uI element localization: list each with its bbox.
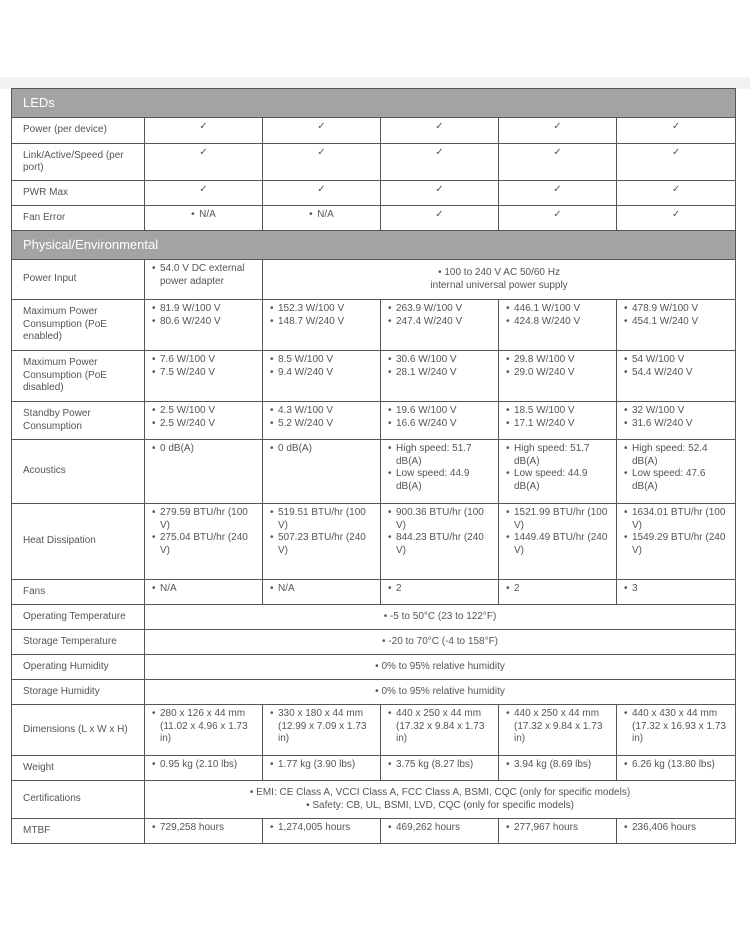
merged-cell-text: 0% to 95% relative humidity bbox=[381, 660, 505, 672]
bullet-item: • 1549.29 BTU/hr (240 V) bbox=[624, 532, 728, 557]
table-cell bbox=[381, 504, 499, 580]
table-cell bbox=[499, 580, 617, 605]
table-cell bbox=[617, 819, 736, 844]
bullet-glyph: • bbox=[438, 267, 445, 278]
table-cell bbox=[381, 705, 499, 756]
check-icon: ✓ bbox=[199, 184, 208, 195]
table-cell bbox=[145, 118, 263, 144]
bullet-item: • 148.7 W/240 V bbox=[270, 316, 373, 329]
bullet-item: • 844.23 BTU/hr (240 V) bbox=[388, 532, 491, 557]
row-label: Storage Humidity bbox=[12, 680, 145, 705]
bullet-item: • 1521.99 BTU/hr (100 V) bbox=[506, 507, 609, 532]
bullet-item: • 28.1 W/240 V bbox=[388, 367, 491, 380]
table-cell bbox=[381, 206, 499, 231]
bullet-item: • 440 x 250 x 44 mm (17.32 x 9.84 x 1.73 in) bbox=[506, 708, 609, 746]
bullet-item: • 152.3 W/100 V bbox=[270, 303, 373, 316]
row-label: Weight bbox=[12, 756, 145, 781]
table-row bbox=[12, 206, 736, 231]
table-cell bbox=[499, 300, 617, 351]
table-row bbox=[12, 756, 736, 781]
spec-table-body bbox=[12, 89, 736, 844]
table-cell bbox=[499, 819, 617, 844]
table-cell bbox=[499, 181, 617, 206]
table-cell bbox=[617, 402, 736, 440]
table-cell bbox=[145, 260, 263, 300]
cell-value: • N/A bbox=[191, 209, 216, 222]
table-cell bbox=[145, 819, 263, 844]
bullet-item: • Low speed: 44.9 dB(A) bbox=[506, 468, 609, 493]
bullet-item: • 277,967 hours bbox=[506, 822, 609, 835]
merged-cell-line bbox=[152, 636, 728, 649]
row-label: Power (per device) bbox=[12, 118, 145, 144]
bullet-item: • 54.0 V DC external power adapter bbox=[152, 263, 255, 288]
merged-cell bbox=[145, 680, 736, 705]
section-header bbox=[12, 89, 736, 118]
merged-cell-text: -5 to 50°C (23 to 122°F) bbox=[389, 610, 497, 622]
table-cell bbox=[381, 144, 499, 181]
bullet-item: • 3.75 kg (8.27 lbs) bbox=[388, 759, 491, 772]
bullet-item: • 18.5 W/100 V bbox=[506, 405, 609, 418]
row-label: Standby Power Consumption bbox=[12, 402, 145, 440]
table-cell bbox=[381, 819, 499, 844]
table-cell bbox=[145, 402, 263, 440]
bullet-item: • 19.6 W/100 V bbox=[388, 405, 491, 418]
check-icon: ✓ bbox=[317, 147, 326, 158]
bullet-item: • 478.9 W/100 V bbox=[624, 303, 728, 316]
bullet-item: • 17.1 W/240 V bbox=[506, 418, 609, 431]
bullet-item: • 54.4 W/240 V bbox=[624, 367, 728, 380]
bullet-item: • 0 dB(A) bbox=[270, 443, 373, 456]
merged-cell-text: -20 to 70°C (-4 to 158°F) bbox=[388, 635, 499, 647]
table-row bbox=[12, 655, 736, 680]
check-icon: ✓ bbox=[553, 209, 562, 220]
bullet-item: • 0.95 kg (2.10 lbs) bbox=[152, 759, 255, 772]
table-cell bbox=[617, 300, 736, 351]
bullet-item: • 2 bbox=[388, 583, 491, 596]
check-icon: ✓ bbox=[199, 147, 208, 158]
table-cell bbox=[617, 144, 736, 181]
merged-cell bbox=[145, 605, 736, 630]
bullet-item: • 6.26 kg (13.80 lbs) bbox=[624, 759, 728, 772]
bullet-item: • 29.0 W/240 V bbox=[506, 367, 609, 380]
table-cell bbox=[263, 144, 381, 181]
row-label: Maximum Power Consumption (PoE enabled) bbox=[12, 300, 145, 351]
check-icon: ✓ bbox=[317, 121, 326, 132]
bullet-item: • 7.6 W/100 V bbox=[152, 354, 255, 367]
merged-cell-line bbox=[270, 280, 728, 293]
merged-cell-line bbox=[152, 661, 728, 674]
table-cell bbox=[617, 351, 736, 402]
bullet-item: • 446.1 W/100 V bbox=[506, 303, 609, 316]
row-label: Heat Dissipation bbox=[12, 504, 145, 580]
table-row bbox=[12, 819, 736, 844]
table-cell bbox=[381, 402, 499, 440]
merged-cell-line bbox=[152, 787, 728, 800]
bullet-item: • 31.6 W/240 V bbox=[624, 418, 728, 431]
bullet-glyph: • bbox=[382, 635, 389, 647]
table-cell bbox=[617, 756, 736, 781]
bullet-item: • 236,406 hours bbox=[624, 822, 728, 835]
check-icon: ✓ bbox=[671, 184, 681, 195]
bullet-item: • N/A bbox=[270, 583, 373, 596]
merged-cell-text: 100 to 240 V AC 50/60 Hz bbox=[444, 267, 560, 278]
table-row bbox=[12, 144, 736, 181]
merged-cell-line bbox=[152, 800, 728, 813]
table-cell bbox=[263, 402, 381, 440]
table-row bbox=[12, 781, 736, 819]
table-cell bbox=[381, 118, 499, 144]
row-label: Link/Active/Speed (per port) bbox=[12, 144, 145, 181]
row-label: Operating Humidity bbox=[12, 655, 145, 680]
bullet-item: • 263.9 W/100 V bbox=[388, 303, 491, 316]
bullet-item: • Low speed: 44.9 dB(A) bbox=[388, 468, 491, 493]
merged-cell-line bbox=[152, 686, 728, 699]
table-cell bbox=[499, 351, 617, 402]
merged-cell bbox=[145, 630, 736, 655]
row-label: Acoustics bbox=[12, 440, 145, 504]
table-cell bbox=[145, 351, 263, 402]
bullet-item: • 7.5 W/240 V bbox=[152, 367, 255, 380]
bullet-glyph: • bbox=[306, 799, 313, 811]
bullet-item: • 1.77 kg (3.90 lbs) bbox=[270, 759, 373, 772]
bullet-item: • 729,258 hours bbox=[152, 822, 255, 835]
bullet-item: • 0 dB(A) bbox=[152, 443, 255, 456]
bullet-glyph: • bbox=[375, 685, 382, 697]
check-icon: ✓ bbox=[671, 147, 681, 158]
bullet-item: • 9.4 W/240 V bbox=[270, 367, 373, 380]
section-header bbox=[12, 231, 736, 260]
check-icon: ✓ bbox=[553, 147, 562, 158]
table-cell bbox=[145, 144, 263, 181]
merged-cell-text: internal universal power supply bbox=[430, 279, 568, 291]
section-title: LEDs bbox=[12, 89, 736, 118]
check-icon: ✓ bbox=[553, 184, 562, 195]
table-cell bbox=[263, 351, 381, 402]
bullet-item: • 900.36 BTU/hr (100 V) bbox=[388, 507, 491, 532]
merged-cell-line bbox=[152, 611, 728, 624]
table-cell bbox=[617, 504, 736, 580]
table-cell bbox=[381, 181, 499, 206]
table-row bbox=[12, 630, 736, 655]
row-label: Maximum Power Consumption (PoE disabled) bbox=[12, 351, 145, 402]
table-cell bbox=[499, 118, 617, 144]
bullet-item: • 3 bbox=[624, 583, 728, 596]
table-cell bbox=[499, 504, 617, 580]
bullet-item: • 440 x 430 x 44 mm (17.32 x 16.93 x 1.73 in) bbox=[624, 708, 728, 746]
section-title: Physical/Environmental bbox=[12, 231, 736, 260]
bullet-item: • 2 bbox=[506, 583, 609, 596]
table-cell bbox=[263, 819, 381, 844]
row-label: Fans bbox=[12, 580, 145, 605]
bullet-item: • 16.6 W/240 V bbox=[388, 418, 491, 431]
row-label: PWR Max bbox=[12, 181, 145, 206]
check-icon: ✓ bbox=[435, 147, 444, 158]
spec-table bbox=[11, 88, 736, 844]
check-icon: ✓ bbox=[671, 209, 681, 220]
check-icon: ✓ bbox=[199, 121, 208, 132]
table-cell bbox=[617, 705, 736, 756]
bullet-glyph: • bbox=[375, 660, 382, 672]
merged-cell-text: Safety: CB, UL, BSMI, LVD, CQC (only for specific models) bbox=[312, 799, 574, 811]
table-cell bbox=[617, 440, 736, 504]
check-icon: ✓ bbox=[553, 121, 562, 132]
table-row bbox=[12, 440, 736, 504]
table-cell bbox=[145, 705, 263, 756]
table-cell bbox=[499, 440, 617, 504]
table-cell bbox=[617, 580, 736, 605]
bullet-item: • 469,262 hours bbox=[388, 822, 491, 835]
bullet-item: • 279.59 BTU/hr (100 V) bbox=[152, 507, 255, 532]
table-row bbox=[12, 705, 736, 756]
table-row bbox=[12, 181, 736, 206]
bullet-item: • 8.5 W/100 V bbox=[270, 354, 373, 367]
check-icon: ✓ bbox=[671, 121, 681, 132]
table-cell bbox=[499, 144, 617, 181]
table-cell bbox=[617, 181, 736, 206]
bullet-item: • N/A bbox=[152, 583, 255, 596]
table-cell bbox=[145, 580, 263, 605]
table-cell bbox=[617, 118, 736, 144]
bullet-glyph: • bbox=[383, 610, 390, 622]
bullet-item: • 3.94 kg (8.69 lbs) bbox=[506, 759, 609, 772]
table-row bbox=[12, 260, 736, 300]
row-label: Fan Error bbox=[12, 206, 145, 231]
table-cell bbox=[617, 206, 736, 231]
table-cell bbox=[145, 181, 263, 206]
row-label: Power Input bbox=[12, 260, 145, 300]
bullet-item: • 330 x 180 x 44 mm (12.99 x 7.09 x 1.73 in) bbox=[270, 708, 373, 746]
bullet-item: • 454.1 W/240 V bbox=[624, 316, 728, 329]
bullet-item: • 2.5 W/100 V bbox=[152, 405, 255, 418]
bullet-item: • 1449.49 BTU/hr (240 V) bbox=[506, 532, 609, 557]
table-row bbox=[12, 118, 736, 144]
table-cell bbox=[263, 118, 381, 144]
table-cell bbox=[499, 756, 617, 781]
table-cell bbox=[381, 351, 499, 402]
table-cell bbox=[145, 440, 263, 504]
bullet-item: • 507.23 BTU/hr (240 V) bbox=[270, 532, 373, 557]
table-cell bbox=[263, 756, 381, 781]
table-cell bbox=[381, 580, 499, 605]
check-icon: ✓ bbox=[435, 209, 444, 220]
bullet-item: • High speed: 52.4 dB(A) bbox=[624, 443, 728, 468]
table-row bbox=[12, 605, 736, 630]
table-cell bbox=[499, 705, 617, 756]
table-row bbox=[12, 300, 736, 351]
bullet-item: • 30.6 W/100 V bbox=[388, 354, 491, 367]
bullet-item: • 280 x 126 x 44 mm (11.02 x 4.96 x 1.73 in) bbox=[152, 708, 255, 746]
table-cell bbox=[499, 402, 617, 440]
table-row bbox=[12, 504, 736, 580]
bullet-item: • High speed: 51.7 dB(A) bbox=[388, 443, 491, 468]
table-cell bbox=[381, 756, 499, 781]
table-cell bbox=[263, 300, 381, 351]
row-label: MTBF bbox=[12, 819, 145, 844]
bullet-item: • 1,274,005 hours bbox=[270, 822, 373, 835]
bullet-item: • 80.6 W/240 V bbox=[152, 316, 255, 329]
table-row bbox=[12, 680, 736, 705]
table-cell bbox=[263, 181, 381, 206]
table-row bbox=[12, 580, 736, 605]
bullet-item: • 81.9 W/100 V bbox=[152, 303, 255, 316]
bullet-item: • High speed: 51.7 dB(A) bbox=[506, 443, 609, 468]
bullet-item: • 2.5 W/240 V bbox=[152, 418, 255, 431]
table-cell bbox=[381, 300, 499, 351]
bullet-item: • 54 W/100 V bbox=[624, 354, 728, 367]
row-label: Storage Temperature bbox=[12, 630, 145, 655]
row-label: Certifications bbox=[12, 781, 145, 819]
check-icon: ✓ bbox=[317, 184, 326, 195]
table-row bbox=[12, 351, 736, 402]
table-cell bbox=[263, 440, 381, 504]
merged-cell bbox=[263, 260, 736, 300]
check-icon: ✓ bbox=[435, 184, 444, 195]
table-cell bbox=[263, 504, 381, 580]
table-row bbox=[12, 402, 736, 440]
bullet-item: • 4.3 W/100 V bbox=[270, 405, 373, 418]
bullet-item: • Low speed: 47.6 dB(A) bbox=[624, 468, 728, 493]
bullet-item: • 32 W/100 V bbox=[624, 405, 728, 418]
merged-cell-line bbox=[270, 267, 728, 280]
bullet-item: • 519.51 BTU/hr (100 V) bbox=[270, 507, 373, 532]
bullet-item: • 440 x 250 x 44 mm (17.32 x 9.84 x 1.73 in) bbox=[388, 708, 491, 746]
row-label: Dimensions (L x W x H) bbox=[12, 705, 145, 756]
bullet-item: • 5.2 W/240 V bbox=[270, 418, 373, 431]
table-cell bbox=[263, 206, 381, 231]
table-cell bbox=[499, 206, 617, 231]
bullet-item: • 275.04 BTU/hr (240 V) bbox=[152, 532, 255, 557]
table-cell bbox=[263, 580, 381, 605]
table-cell bbox=[263, 705, 381, 756]
cell-value: • N/A bbox=[309, 209, 334, 222]
table-cell bbox=[381, 440, 499, 504]
merged-cell bbox=[145, 781, 736, 819]
table-cell bbox=[145, 756, 263, 781]
table-cell bbox=[145, 300, 263, 351]
table-cell bbox=[145, 504, 263, 580]
merged-cell-text: 0% to 95% relative humidity bbox=[381, 685, 505, 697]
merged-cell bbox=[145, 655, 736, 680]
table-cell bbox=[145, 206, 263, 231]
bullet-item: • 247.4 W/240 V bbox=[388, 316, 491, 329]
row-label: Operating Temperature bbox=[12, 605, 145, 630]
check-icon: ✓ bbox=[435, 121, 444, 132]
merged-cell-text: EMI: CE Class A, VCCI Class A, FCC Class A, BSMI, CQC (only for specific models) bbox=[256, 787, 631, 798]
bullet-glyph: • bbox=[249, 787, 257, 798]
bullet-item: • 424.8 W/240 V bbox=[506, 316, 609, 329]
bullet-item: • 1634.01 BTU/hr (100 V) bbox=[624, 507, 728, 532]
bullet-item: • 29.8 W/100 V bbox=[506, 354, 609, 367]
